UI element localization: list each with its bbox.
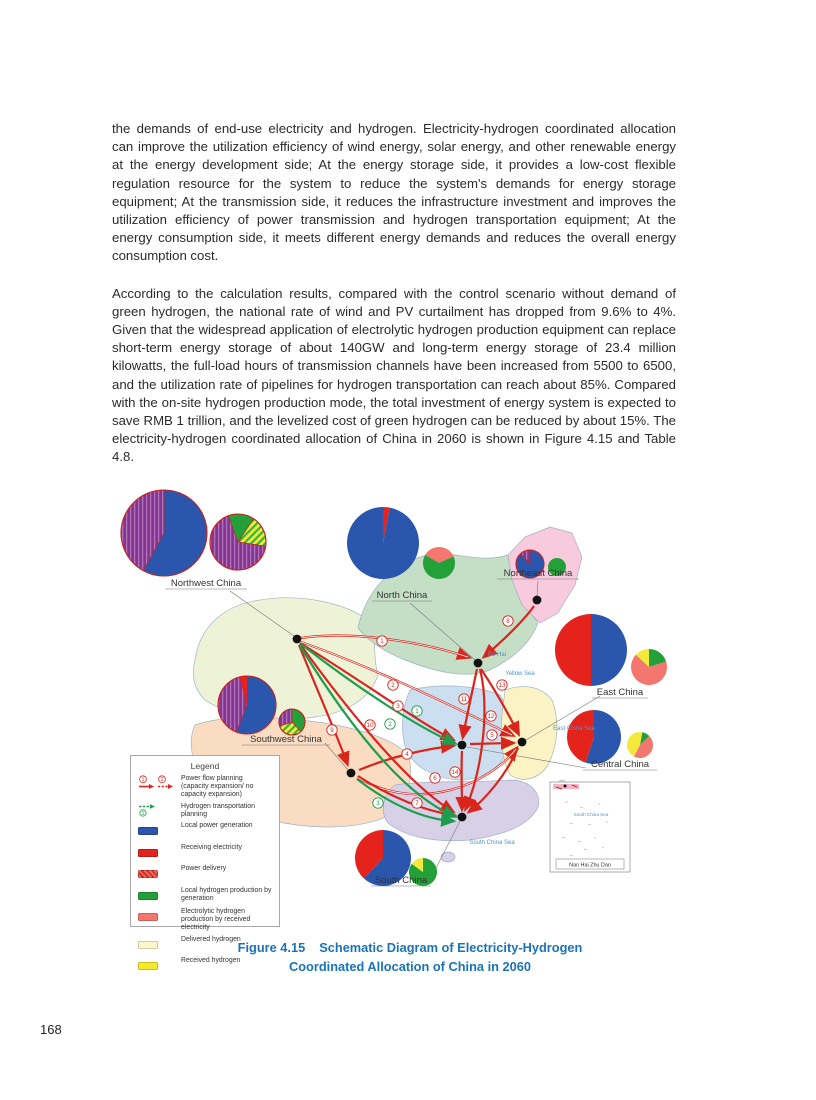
flow-badge-r13 (497, 680, 507, 690)
salmon-swatch-icon (138, 908, 176, 926)
label-southwest-china: Southwest China (250, 734, 322, 745)
svg-text:8: 8 (506, 618, 510, 626)
inset-map (550, 782, 630, 872)
legend-label: Local power generation (181, 822, 253, 830)
pie-sw-s (279, 709, 305, 735)
svg-text:3: 3 (396, 703, 400, 711)
figure-caption-line2: Coordinated Allocation of China in 2060 (289, 959, 531, 974)
svg-text:2: 2 (160, 777, 164, 784)
flow-badge-r8 (503, 616, 513, 626)
legend-item-hydrogen-transport (138, 803, 272, 819)
pie-sw-l (218, 676, 276, 734)
region-hainan (441, 852, 455, 862)
hatched-red-swatch-icon (138, 865, 176, 883)
svg-text:13: 13 (498, 682, 506, 690)
pie-c-s (627, 732, 653, 758)
svg-text:2: 2 (388, 721, 392, 729)
pie-n-s (423, 547, 455, 579)
legend-item-receiving-electricity (138, 844, 272, 862)
svg-text:5: 5 (490, 732, 494, 740)
hydrogen-transport-arrow-icon (138, 803, 176, 817)
flow-badge-r1 (377, 636, 387, 646)
flow-badge-g2 (385, 719, 395, 729)
svg-text:1: 1 (415, 708, 419, 716)
label-east-china: East China (596, 687, 644, 698)
label-east-china-sea: East China Sea (553, 726, 595, 732)
dot-south (458, 813, 467, 822)
flow-badge-r4 (402, 749, 412, 759)
svg-text:7: 7 (415, 800, 419, 808)
dot-east (518, 738, 527, 747)
green-swatch-icon (138, 887, 176, 905)
legend-label: Power flow planning (capacity expansion/ no capacity expansion) (181, 775, 254, 799)
flow-badge-r6 (430, 773, 440, 783)
flow-badge-r2 (388, 680, 398, 690)
legend-item-local-power (138, 822, 272, 840)
pie-e-l (555, 614, 627, 686)
svg-text:1: 1 (380, 638, 384, 646)
red-swatch-icon (138, 844, 176, 862)
body-text (112, 120, 676, 486)
flow-badge-g1 (412, 706, 422, 716)
flow-badge-r11 (459, 694, 469, 704)
legend-title: Legend (190, 761, 220, 771)
svg-text:12: 12 (487, 713, 495, 721)
svg-text:1: 1 (141, 777, 145, 784)
flow-badge-r12 (486, 711, 496, 721)
flow-badge-r5 (487, 730, 497, 740)
svg-text:9: 9 (330, 727, 334, 735)
label-northwest-china: Northwest China (170, 578, 242, 589)
figure-caption-line1: Schematic Diagram of Electricity-Hydrogen (319, 940, 583, 955)
inset-sea-label: South China Sea (573, 812, 609, 817)
flow-badge-r7 (412, 798, 422, 808)
pie-n-l (347, 507, 419, 579)
legend-label: Hydrogen transportation planning (181, 802, 255, 818)
flow-badge-r3 (393, 701, 403, 711)
label-central-china: Central China (590, 759, 650, 770)
legend-label: Power delivery (181, 865, 227, 873)
label-bo-hai: Bo Hai (487, 652, 507, 658)
svg-text:10: 10 (366, 722, 374, 730)
dot-northeast (533, 596, 542, 605)
label-north-china: North China (376, 590, 428, 601)
pie-nw-s (210, 514, 266, 570)
flow-badge-g3 (373, 798, 383, 808)
svg-text:1: 1 (141, 810, 145, 817)
pie-c-l (567, 710, 621, 764)
svg-text:6: 6 (433, 775, 437, 783)
legend-label: Local hydrogen production by generation (181, 886, 272, 902)
label-northeast-china: Northeast China (503, 568, 573, 579)
power-flow-arrows-icon (138, 775, 176, 790)
legend-label: Electrolytic hydrogen production by received electricity (181, 908, 251, 932)
legend-label: Received hydrogen (181, 957, 241, 965)
flow-badge-r14 (450, 767, 460, 777)
figure-caption-label: Figure 4.15 (237, 940, 306, 955)
pie-e-s (631, 649, 667, 685)
dot-north (474, 659, 483, 668)
inset-caption: Nan Hai Zhu Dao (569, 862, 611, 869)
legend-item-electrolytic-hydrogen (138, 908, 272, 932)
flow-r5 (470, 743, 512, 744)
dot-northwest (293, 635, 302, 644)
legend-label: Receiving electricity (181, 843, 242, 851)
label-south-china: South China (374, 875, 428, 886)
flow-badge-r9 (327, 725, 337, 735)
blue-swatch-icon (138, 822, 176, 840)
svg-text:14: 14 (451, 769, 459, 777)
figure-caption (110, 935, 710, 976)
pie-nw-l (121, 490, 207, 576)
flow-badge-r10 (365, 720, 375, 730)
svg-text:11: 11 (460, 696, 468, 704)
legend-label: Delivered hydrogen (181, 935, 241, 943)
svg-text:4: 4 (405, 751, 409, 759)
paragraph-2: According to the calculation results, compared with the control scenario without demand of green hydrogen, the national rate of wind and PV curtailment has dropped from 9.6% to 4%. Given that the widespread application of electrolytic hydrogen production equipment can replace short-term energy storage of about 140GW and long-term energy storage of 23.4 million kilowatts, the full-load hours of transmission channels have been increased from 5500 to 6500, and the utilization rate of pipelines for hydrogen transportation can reach about 85%. Compared with the on-site hydrogen production mode, the total investment of energy system is expected to save RMB 1 trillion, and the levelized cost of green hydrogen can be reduced by about 15%. The electricity-hydrogen coordinated allocation of China in 2060 is shown in Figure 4.15 and Table 4.8. (112, 285, 676, 465)
dot-central (458, 741, 467, 750)
legend-item-local-hydrogen (138, 887, 272, 905)
paragraph-1: the demands of end-use electricity and hydrogen. Electricity-hydrogen coordinated allocation can improve the utilization efficiency of wind energy, solar energy, and other renewable energy at the energy development side; At the energy storage side, it provides a low-cost flexible regulation resource for the system to reduce the system's demands for energy storage equipment; At the transmission side, it reduces the infrastructure investment and improves the utilization efficiency of power transmission and hydrogen transportation equipment; At the energy consumption side, it meets different energy demands and reduces the overall energy consumption cost. (112, 121, 676, 264)
legend-item-power-flow (138, 775, 272, 799)
svg-text:2: 2 (391, 682, 395, 690)
dot-southwest (347, 769, 356, 778)
label-south-china-sea: South China Sea (469, 840, 515, 846)
label-yellow-sea: Yellow Sea (505, 671, 535, 677)
svg-text:3: 3 (376, 800, 380, 808)
legend-item-power-delivery (138, 865, 272, 883)
page-number: 168 (40, 1022, 62, 1037)
